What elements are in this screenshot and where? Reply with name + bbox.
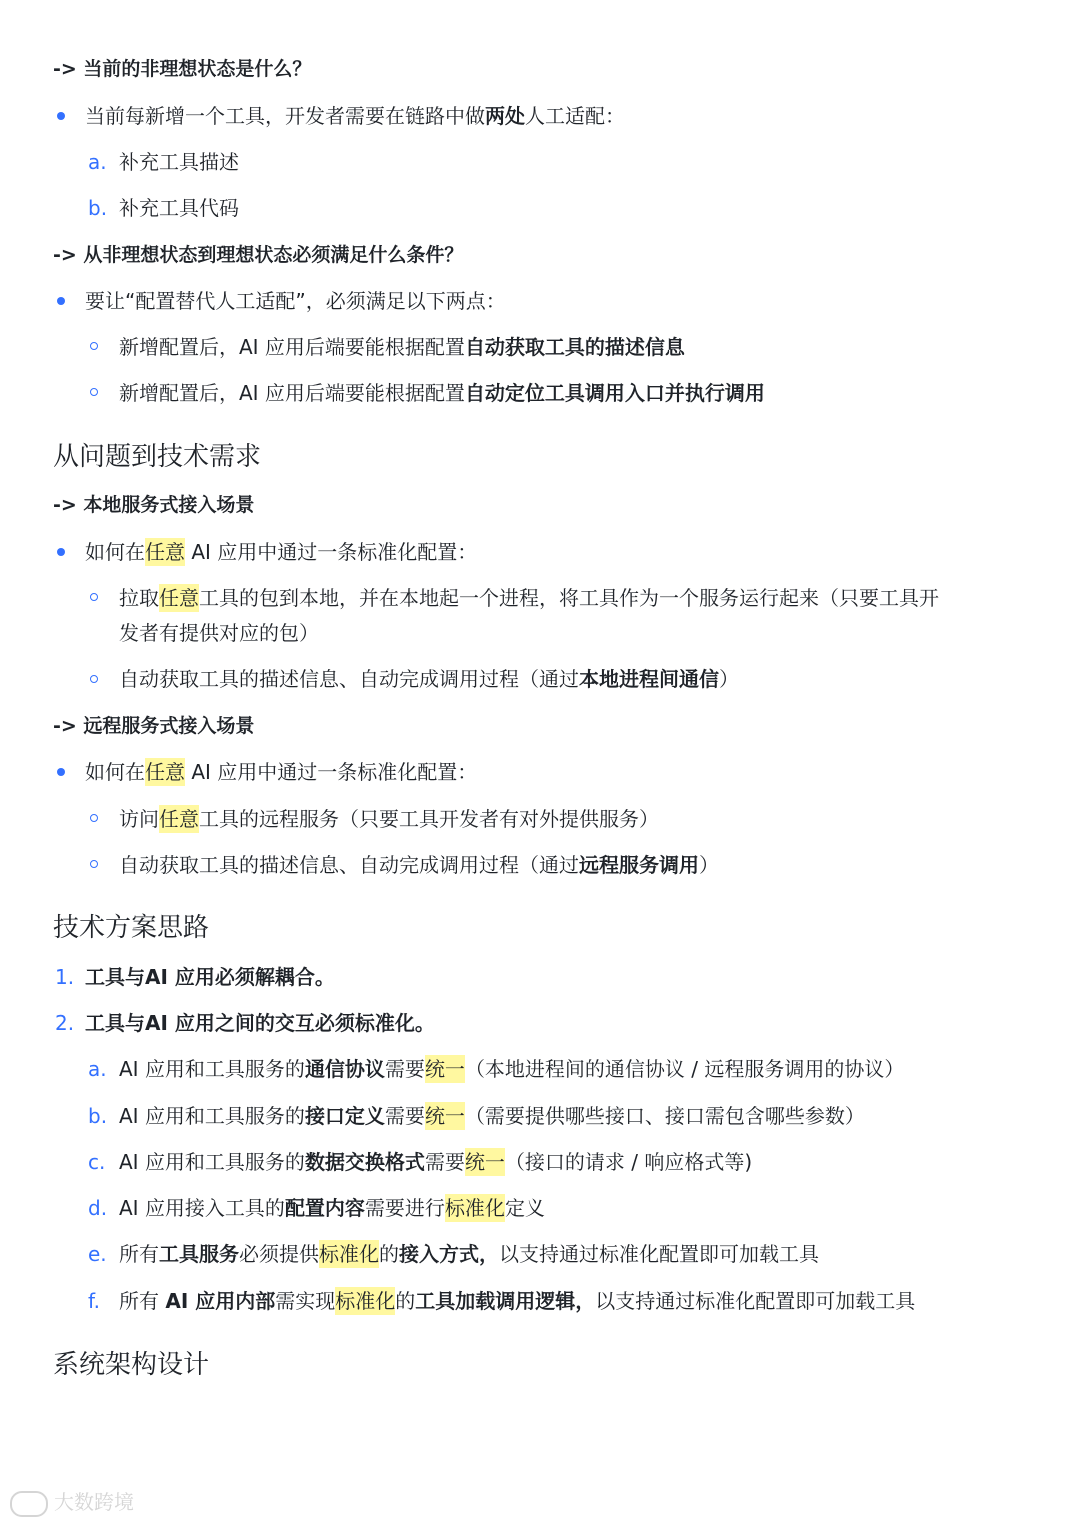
highlight-text: 任意 [145, 760, 185, 784]
text: 访问 [119, 807, 159, 831]
bold-text: 自动定位工具调用入口并执行调用 [464, 381, 765, 405]
text: ） [699, 853, 719, 877]
text: 需实现 [275, 1289, 336, 1313]
sub-item-access-method [119, 1237, 819, 1271]
text: 的 [395, 1289, 416, 1313]
text: 新增配置后，AI 应用后端要能根据配置 [119, 335, 465, 359]
highlight-text: 标准化 [335, 1289, 396, 1313]
text: （需要提供哪些接口、接口需包含哪些参数） [464, 1104, 865, 1128]
text: 工具的包到本地，并在本地起一个进程，将工具作为一个服务运行起来（只要工具开 [199, 586, 939, 610]
text: 的 [379, 1242, 399, 1266]
bold-text: 两处 [485, 104, 525, 128]
watermark-logo-icon [10, 1491, 48, 1517]
list-item-tool-description: 补充工具描述 [119, 150, 239, 174]
hollow-bullet [90, 814, 98, 822]
text: 以支持通过标准化配置即可加载工具 [595, 1289, 916, 1313]
bullet-remote-how [85, 755, 477, 789]
bullet-local-how [85, 535, 477, 569]
text: 以支持通过标准化配置即可加载工具 [499, 1242, 819, 1266]
text: 自动获取工具的描述信息、自动完成调用过程（通过 [119, 853, 579, 877]
highlight-text: 标准化 [319, 1242, 379, 1266]
text: 需要进行 [364, 1196, 445, 1220]
bullet-dot [57, 768, 65, 776]
list-item-tool-code: 补充工具代码 [119, 196, 239, 220]
text: 工具的远程服务（只要工具开发者有对外提供服务） [199, 807, 659, 831]
highlight-text: 统一 [424, 1104, 465, 1128]
list-item-remote-rpc [119, 848, 719, 882]
sub-item-interface [119, 1099, 865, 1133]
hollow-bullet [90, 675, 98, 683]
text: 定义 [504, 1196, 545, 1220]
list-item-remote-access [119, 802, 659, 836]
list-marker: b. [88, 196, 108, 220]
bullet-config-replace: 要让“配置替代人工适配”，必须满足以下两点： [85, 289, 506, 313]
text: ） [719, 667, 739, 691]
highlight-text: 任意 [159, 807, 199, 831]
text: AI 应用中通过一条标准化配置： [185, 760, 478, 784]
numbered-item-standardize: 工具与AI 应用之间的交互必须标准化。 [85, 1011, 435, 1035]
text: AI 应用和工具服务的 [119, 1150, 305, 1174]
bold-text: 配置内容 [284, 1196, 365, 1220]
section-title-requirements: 从问题到技术需求 [53, 442, 262, 472]
highlight-text: 统一 [464, 1150, 505, 1174]
hollow-bullet [90, 388, 98, 396]
list-marker: d. [88, 1196, 108, 1220]
list-item-local-pull-cont: 发者有提供对应的包） [119, 621, 319, 645]
bullet-dot [57, 297, 65, 305]
bullet-current-adaptation [85, 99, 625, 133]
bold-text: 自动获取工具的描述信息 [464, 335, 685, 359]
heading-remote-scenario: -> 远程服务式接入场景 [53, 715, 255, 737]
text: 当前每新增一个工具，开发者需要在链路中做 [85, 104, 485, 128]
text: 需要 [424, 1150, 465, 1174]
highlight-text: 任意 [159, 586, 199, 610]
list-item-local-ipc [119, 662, 739, 696]
list-item-local-pull [119, 581, 939, 615]
section-title-approach: 技术方案思路 [53, 913, 210, 943]
bold-text: 远程服务调用 [579, 853, 699, 877]
text: AI 应用和工具服务的 [119, 1104, 305, 1128]
text: 所有 [119, 1242, 159, 1266]
list-marker: b. [88, 1104, 108, 1128]
text: AI 应用中通过一条标准化配置： [185, 540, 478, 564]
text: 自动获取工具的描述信息、自动完成调用过程（通过 [119, 667, 579, 691]
text: AI 应用和工具服务的 [119, 1057, 305, 1081]
question-heading-conditions: -> 从非理想状态到理想状态必须满足什么条件？ [53, 244, 464, 266]
bold-text: 工具加载调用逻辑， [415, 1289, 596, 1313]
list-marker: a. [88, 150, 107, 174]
highlight-text: 标准化 [444, 1196, 505, 1220]
list-marker: c. [88, 1150, 106, 1174]
bullet-dot [57, 548, 65, 556]
text: 需要 [384, 1057, 425, 1081]
bold-text: 本地进程间通信 [579, 667, 719, 691]
sub-item-config [119, 1191, 545, 1225]
bold-text: 工具服务 [159, 1242, 239, 1266]
watermark-text: 大数跨境 [54, 1490, 134, 1514]
text: （本地进程间的通信协议 / 远程服务调用的协议） [464, 1057, 905, 1081]
text: 人工适配： [525, 104, 625, 128]
sub-item-protocol [119, 1052, 904, 1086]
numbered-item-decouple: 工具与AI 应用必须解耦合。 [85, 965, 335, 989]
text: 需要 [384, 1104, 425, 1128]
bold-text: 数据交换格式 [304, 1150, 425, 1174]
heading-local-scenario: -> 本地服务式接入场景 [53, 494, 255, 516]
bold-text: 接入方式， [399, 1242, 499, 1266]
hollow-bullet [90, 860, 98, 868]
list-item-auto-invoke [119, 376, 765, 410]
bold-text: 通信协议 [304, 1057, 385, 1081]
highlight-text: 任意 [145, 540, 185, 564]
text: 所有 [119, 1289, 166, 1313]
bold-text: 接口定义 [304, 1104, 385, 1128]
question-heading-current-state: -> 当前的非理想状态是什么？ [53, 58, 312, 80]
text: 如何在 [85, 760, 145, 784]
list-marker: e. [88, 1242, 107, 1266]
text: 新增配置后，AI 应用后端要能根据配置 [119, 381, 465, 405]
list-marker: a. [88, 1057, 107, 1081]
hollow-bullet [90, 593, 98, 601]
text: （接口的请求 / 响应格式等) [504, 1150, 753, 1174]
sub-item-data-format [119, 1145, 752, 1179]
bold-text: AI 应用内部 [165, 1289, 276, 1313]
list-marker: 2. [55, 1011, 75, 1035]
watermark [10, 1488, 134, 1517]
list-marker: f. [88, 1289, 100, 1313]
text: 如何在 [85, 540, 145, 564]
text: 必须提供 [239, 1242, 319, 1266]
highlight-text: 统一 [424, 1057, 465, 1081]
hollow-bullet [90, 342, 98, 350]
sub-item-load-logic [119, 1284, 915, 1318]
bullet-dot [57, 112, 65, 120]
text: 拉取 [119, 586, 159, 610]
list-item-auto-describe [119, 330, 685, 364]
text: AI 应用接入工具的 [119, 1196, 285, 1220]
list-marker: 1. [55, 965, 75, 989]
section-title-architecture: 系统架构设计 [53, 1350, 210, 1380]
